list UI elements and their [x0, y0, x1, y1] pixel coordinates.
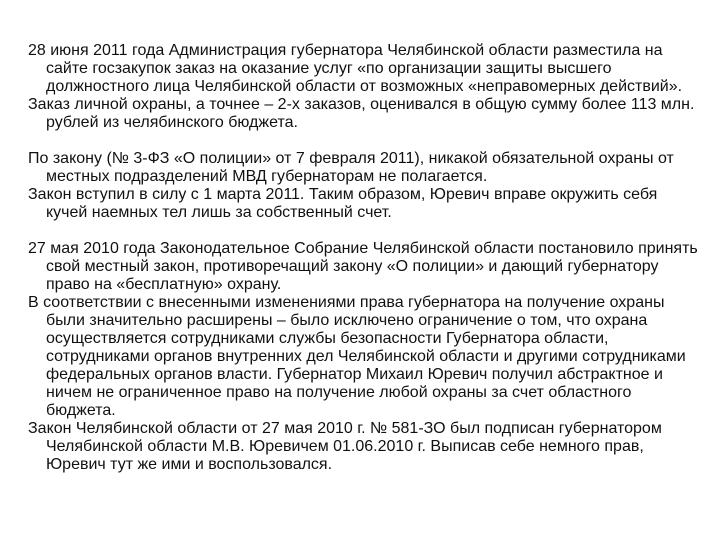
- paragraph-1: 28 июня 2011 года Администрация губернатора Челябинской области разместила на сайте госзакупок заказ на оказание услуг «по организации защиты высшего должностного лица Челябинской области от возможных «неправомерных действий».: [28, 42, 683, 95]
- slide-text-body: [28, 42, 700, 474]
- paragraph-spacer: [28, 132, 700, 150]
- paragraph-4: Закон вступил в силу с 1 марта 2011. Таким образом, Юревич вправе окружить себя кучей наемных тел лишь за собственный счет.: [28, 186, 658, 221]
- paragraph-3: По закону (№ 3-ФЗ «О полиции» от 7 февраля 2011), никакой обязательной охраны от местных подразделений МВД губернаторам не полагается.: [28, 150, 674, 185]
- paragraph-spacer: [28, 222, 700, 240]
- paragraph-2: Заказ личной охраны, а точнее – 2-х заказов, оценивался в общую сумму более 113 млн. рублей из челябинского бюджета.: [28, 96, 695, 131]
- paragraph-5: 27 мая 2010 года Законодательное Собрание Челябинской области постановило принять свой местный закон, противоречащий закону «О полиции» и дающий губернатору право на «бесплатную» охрану.: [28, 240, 698, 293]
- paragraph-6: В соответствии с внесенными изменениями права губернатора на получение охраны были значительно расширены – было исключено ограничение о том, что охрана осуществляется сотрудниками службы безопасности Губернатора области, сотрудниками органов внутренних дел Челябинской области и другими сотрудниками федеральных органов власти. Губернатор Михаил Юревич получил абстрактное и ничем не ограниченное право на получение любой охраны за счет областного бюджета.: [28, 294, 686, 419]
- paragraph-7: Закон Челябинской области от 27 мая 2010 г. № 581-ЗО был подписан губернатором Челябинской области М.В. Юревичем 01.06.2010 г. Выписав себе немного прав, Юревич тут же ими и воспользовался.: [28, 420, 662, 473]
